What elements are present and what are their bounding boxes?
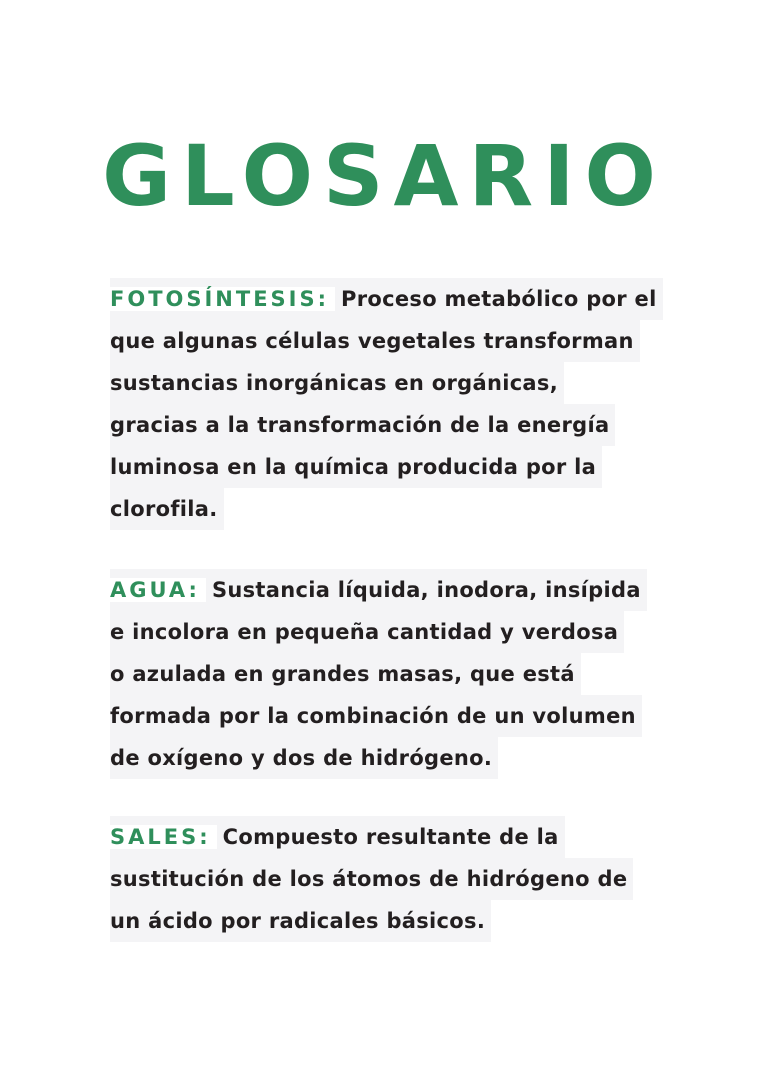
definition-line: e incolora en pequeña cantidad y verdosa (110, 611, 624, 653)
definition-line: sustancias inorgánicas en orgánicas, (110, 362, 564, 404)
glossary-term: AGUA: (110, 578, 206, 602)
entry-line (110, 278, 663, 320)
glossary-term: FOTOSÍNTESIS: (110, 287, 335, 311)
definition-line: de oxígeno y dos de hidrógeno. (110, 737, 498, 779)
definition-text: Sustancia líquida, inodora, insípida (211, 578, 641, 602)
definition-line: formada por la combinación de un volumen (110, 695, 642, 737)
definition-line: clorofila. (110, 488, 224, 530)
definition-line: o azulada en grandes masas, que está (110, 653, 581, 695)
definition-line: sustitución de los átomos de hidrógeno de (110, 858, 633, 900)
entry-line (110, 816, 565, 858)
definition-line: gracias a la transformación de la energía (110, 404, 615, 446)
page-title: GLOSARIO (102, 127, 666, 225)
definition-line: luminosa en la química producida por la (110, 446, 602, 488)
glossary-entry-fotosintesis (110, 278, 662, 530)
entry-line (110, 569, 647, 611)
definition-line: un ácido por radicales básicos. (110, 900, 491, 942)
glossary-term: SALES: (110, 825, 217, 849)
definition-line: que algunas células vegetales transforman (110, 320, 640, 362)
definition-text: Compuesto resultante de la (222, 825, 559, 849)
glossary-entry-agua (110, 569, 662, 779)
definition-text: Proceso metabólico por el (341, 287, 657, 311)
glossary-entry-sales (110, 816, 662, 942)
